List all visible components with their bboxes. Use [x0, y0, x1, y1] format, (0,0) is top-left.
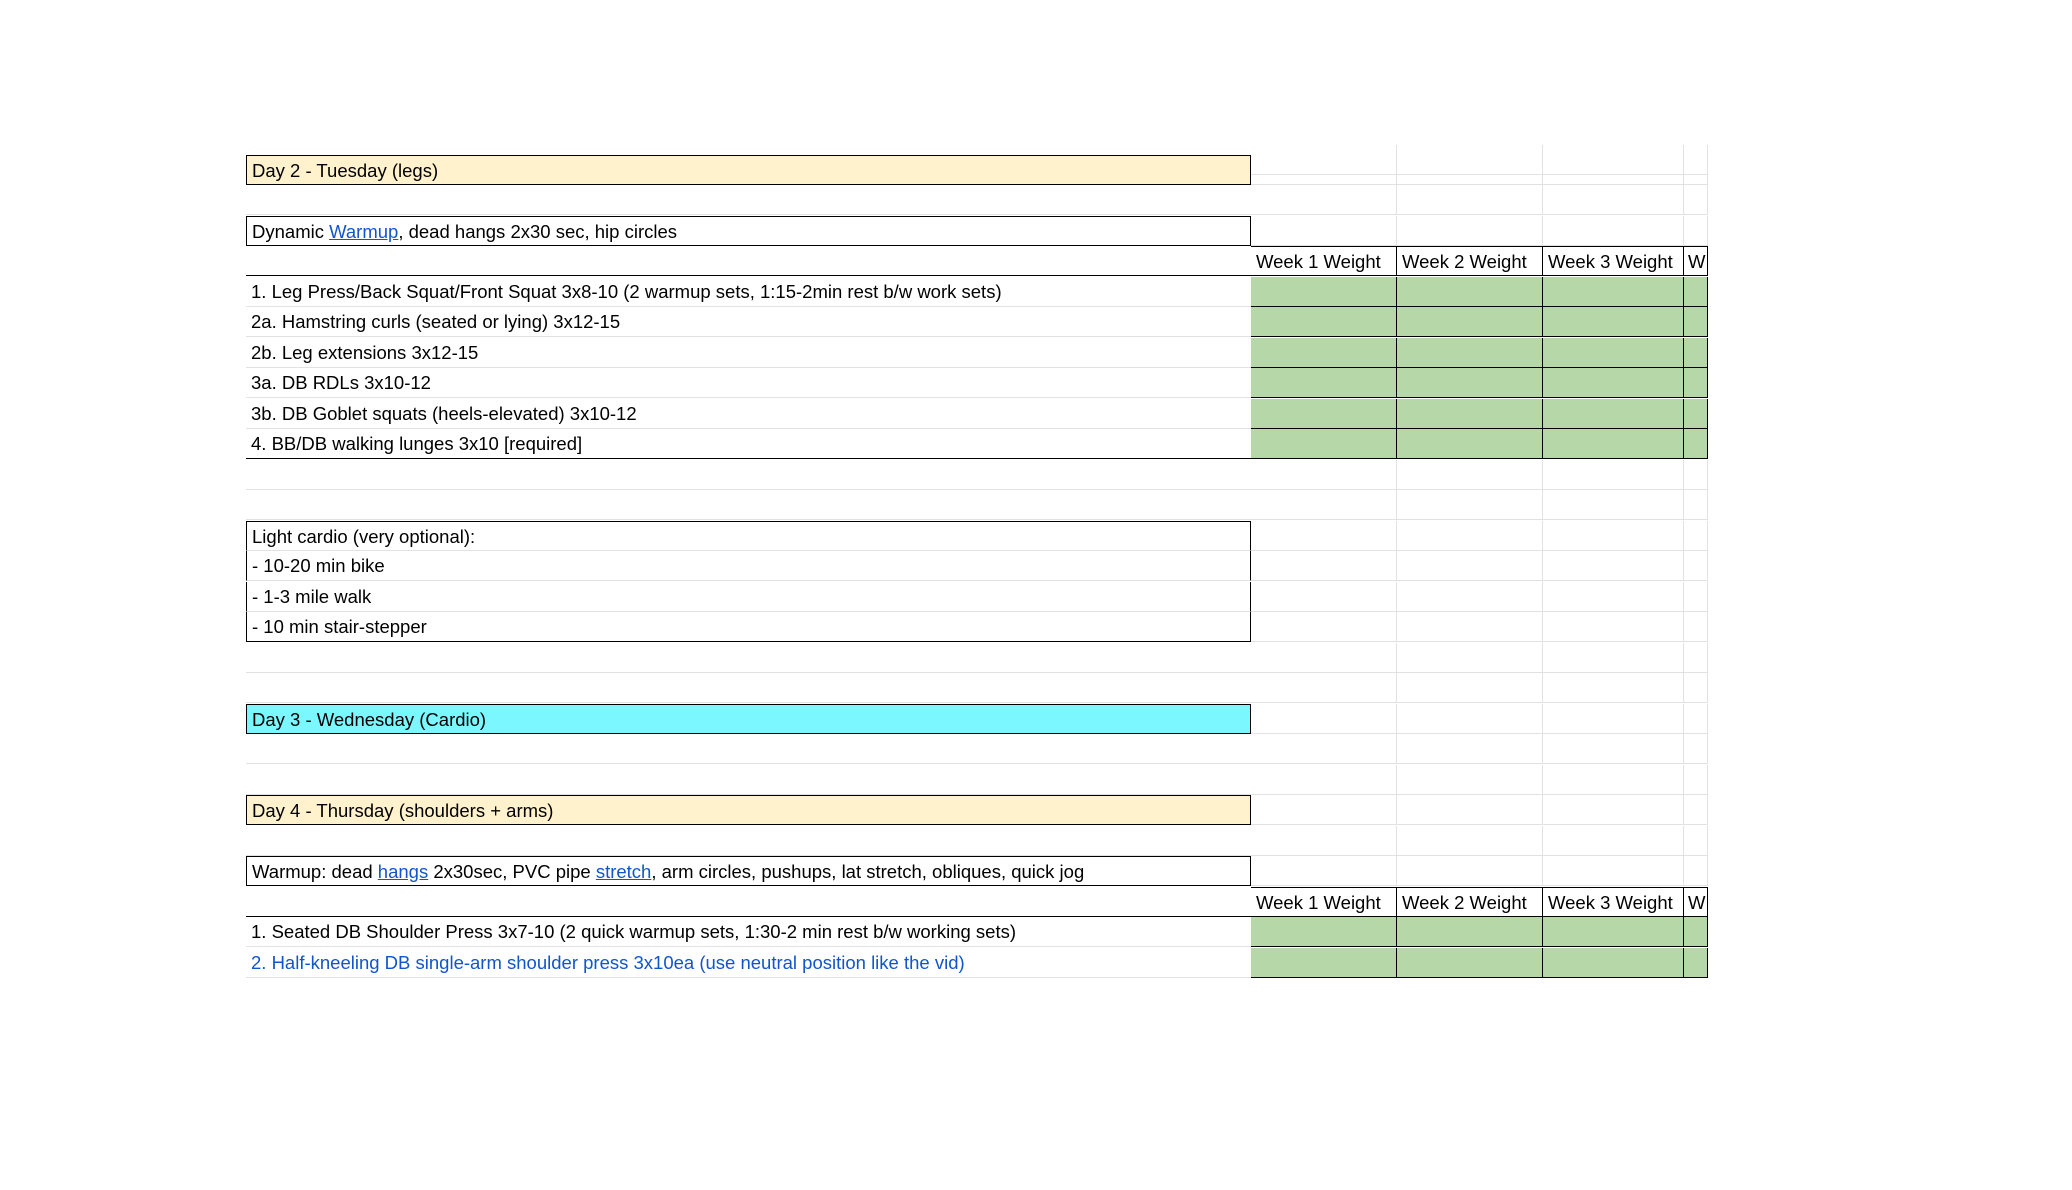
exercise-row — [246, 277, 1708, 307]
week2-header[interactable]: Week 2 Weight — [1397, 887, 1543, 917]
cell[interactable] — [246, 887, 1251, 917]
sheet-row — [246, 765, 1708, 795]
cell[interactable] — [1543, 582, 1684, 612]
weight-cell[interactable] — [1684, 338, 1708, 368]
cardio-row — [246, 551, 1708, 581]
cell[interactable] — [1251, 673, 1397, 703]
cell[interactable] — [1684, 643, 1708, 673]
cell[interactable] — [1251, 826, 1397, 856]
cell[interactable] — [1397, 826, 1543, 856]
weight-cell[interactable] — [1543, 307, 1684, 337]
cell[interactable] — [1543, 612, 1684, 642]
cardio-row — [246, 582, 1708, 612]
cell[interactable] — [1397, 643, 1543, 673]
weight-cell[interactable] — [1684, 429, 1708, 459]
cell[interactable] — [1684, 856, 1708, 886]
cardio-title-cell[interactable]: Light cardio (very optional): — [246, 521, 1251, 551]
weight-cell[interactable] — [1397, 277, 1543, 307]
cell[interactable] — [1684, 795, 1708, 825]
cell[interactable] — [1684, 216, 1708, 246]
cell[interactable] — [1251, 765, 1397, 795]
cell[interactable] — [1251, 795, 1397, 825]
sheet-row — [246, 643, 1708, 673]
cell[interactable] — [1543, 734, 1684, 764]
weight-cell[interactable] — [1251, 368, 1397, 398]
cell[interactable] — [1684, 521, 1708, 551]
exercise-cell[interactable]: 1. Leg Press/Back Squat/Front Squat 3x8-10 (2 warmup sets, 1:15-2min rest b/w work sets) — [246, 277, 1251, 307]
cell[interactable] — [1251, 612, 1397, 642]
spreadsheet-grid — [246, 145, 1708, 973]
exercise-cell[interactable]: 2b. Leg extensions 3x12-15 — [246, 338, 1251, 368]
cell[interactable] — [1397, 704, 1543, 734]
sheet-row — [246, 826, 1708, 856]
weight-cell[interactable] — [1251, 429, 1397, 459]
cell[interactable] — [1251, 734, 1397, 764]
weight-cell[interactable] — [1251, 307, 1397, 337]
weight-cell[interactable] — [1397, 368, 1543, 398]
sheet-row — [246, 734, 1708, 764]
weight-cell[interactable] — [1397, 399, 1543, 429]
cell[interactable] — [1397, 582, 1543, 612]
cell[interactable] — [1251, 521, 1397, 551]
weight-cell[interactable] — [1684, 277, 1708, 307]
exercise-row — [246, 307, 1708, 337]
warmup-middle: 2x30sec, PVC pipe — [428, 861, 596, 882]
weight-cell[interactable] — [1543, 429, 1684, 459]
cell[interactable] — [246, 246, 1251, 276]
cell[interactable] — [1397, 673, 1543, 703]
cell[interactable] — [1397, 216, 1543, 246]
cell[interactable] — [1251, 551, 1397, 581]
sheet-row — [246, 673, 1708, 703]
exercise-cell[interactable]: 1. Seated DB Shoulder Press 3x7-10 (2 quick warmup sets, 1:30-2 min rest b/w working sets) — [246, 917, 1251, 947]
weight-cell[interactable] — [1684, 948, 1708, 978]
cell[interactable] — [1543, 521, 1684, 551]
cardio-option-cell[interactable]: - 1-3 mile walk — [246, 582, 1251, 612]
exercise-row — [246, 338, 1708, 368]
cell[interactable] — [246, 826, 1251, 856]
cell[interactable] — [1397, 185, 1543, 215]
cell[interactable] — [1684, 185, 1708, 215]
cell[interactable] — [1684, 155, 1708, 185]
week1-header[interactable]: Week 1 Weight — [1251, 246, 1397, 276]
weight-cell[interactable] — [1684, 399, 1708, 429]
cell[interactable] — [246, 765, 1251, 795]
day2-warmup-cell[interactable] — [246, 216, 1251, 246]
weight-cell[interactable] — [1251, 399, 1397, 429]
cell[interactable] — [1397, 856, 1543, 886]
weight-cell[interactable] — [1543, 338, 1684, 368]
cell[interactable] — [1684, 612, 1708, 642]
cell[interactable] — [1543, 216, 1684, 246]
cell[interactable] — [1251, 460, 1397, 490]
cell[interactable] — [1397, 734, 1543, 764]
cell[interactable] — [1684, 734, 1708, 764]
cell[interactable] — [1251, 216, 1397, 246]
cell[interactable] — [1251, 582, 1397, 612]
exercise-row — [246, 399, 1708, 429]
cell[interactable] — [1397, 795, 1543, 825]
sheet-row — [246, 704, 1708, 734]
week3-header[interactable]: Week 3 Weight — [1543, 246, 1684, 276]
weight-cell[interactable] — [1543, 948, 1684, 978]
cell[interactable] — [1397, 490, 1543, 520]
cell[interactable] — [246, 643, 1251, 673]
cardio-row — [246, 612, 1708, 642]
cell[interactable] — [1684, 551, 1708, 581]
week2-header[interactable]: Week 2 Weight — [1397, 246, 1543, 276]
cell[interactable] — [1543, 643, 1684, 673]
exercise-row — [246, 368, 1708, 398]
exercise-row — [246, 917, 1708, 947]
cardio-option-cell[interactable]: - 10 min stair-stepper — [246, 612, 1251, 642]
exercise-cell[interactable]: 4. BB/DB walking lunges 3x10 [required] — [246, 429, 1251, 459]
stretch-link[interactable]: stretch — [595, 861, 652, 882]
week-header-row — [246, 887, 1708, 917]
day4-title-cell[interactable]: Day 4 - Thursday (shoulders + arms) — [246, 795, 1251, 825]
week3-header[interactable]: Week 3 Weight — [1543, 887, 1684, 917]
weight-cell[interactable] — [1397, 338, 1543, 368]
cell[interactable] — [1543, 673, 1684, 703]
cell[interactable] — [246, 673, 1251, 703]
cell[interactable] — [1684, 460, 1708, 490]
cell[interactable] — [1543, 551, 1684, 581]
day4-warmup-cell[interactable] — [246, 856, 1251, 886]
cell[interactable] — [1397, 155, 1543, 185]
sheet-row — [246, 795, 1708, 825]
cell[interactable] — [1251, 643, 1397, 673]
week4-header[interactable]: W — [1684, 246, 1708, 276]
cardio-option-cell[interactable]: - 10-20 min bike — [246, 551, 1251, 581]
cell[interactable] — [1397, 612, 1543, 642]
cell[interactable] — [1397, 765, 1543, 795]
cell[interactable] — [1543, 826, 1684, 856]
sheet-row — [246, 490, 1708, 520]
weight-cell[interactable] — [1251, 917, 1397, 947]
exercise-cell[interactable]: 2a. Hamstring curls (seated or lying) 3x12-15 — [246, 307, 1251, 337]
warmup-suffix: , dead hangs 2x30 sec, hip circles — [398, 221, 678, 242]
cell[interactable] — [1543, 765, 1684, 795]
cardio-row — [246, 521, 1708, 551]
cell[interactable] — [1684, 826, 1708, 856]
exercise-link-cell[interactable]: 2. Half-kneeling DB single-arm shoulder press 3x10ea (use neutral position like the vid) — [246, 948, 1251, 978]
week-header-row — [246, 246, 1708, 276]
exercise-cell[interactable]: 3a. DB RDLs 3x10-12 — [246, 368, 1251, 398]
sheet-row — [246, 460, 1708, 490]
weight-cell[interactable] — [1251, 948, 1397, 978]
warmup-prefix: Dynamic — [252, 221, 330, 242]
day3-title-cell[interactable]: Day 3 - Wednesday (Cardio) — [246, 704, 1251, 734]
weight-cell[interactable] — [1397, 307, 1543, 337]
weight-cell[interactable] — [1543, 399, 1684, 429]
weight-cell[interactable] — [1543, 368, 1684, 398]
cell[interactable] — [1251, 856, 1397, 886]
cell[interactable] — [1543, 185, 1684, 215]
cell[interactable] — [1251, 490, 1397, 520]
cell[interactable] — [1684, 490, 1708, 520]
weight-cell[interactable] — [1397, 429, 1543, 459]
cell[interactable] — [246, 734, 1251, 764]
cell[interactable] — [1684, 704, 1708, 734]
weight-cell[interactable] — [1251, 277, 1397, 307]
cell[interactable] — [1543, 460, 1684, 490]
cell[interactable] — [1251, 704, 1397, 734]
exercise-row — [246, 948, 1708, 978]
weight-cell[interactable] — [1397, 948, 1543, 978]
weight-cell[interactable] — [1684, 307, 1708, 337]
week4-header[interactable]: W — [1684, 887, 1708, 917]
cell[interactable] — [246, 490, 1251, 520]
weight-cell[interactable] — [1543, 277, 1684, 307]
day2-title-cell[interactable]: Day 2 - Tuesday (legs) — [246, 155, 1251, 185]
cell[interactable] — [1543, 155, 1684, 185]
cell[interactable] — [1684, 582, 1708, 612]
weight-cell[interactable] — [1397, 917, 1543, 947]
hangs-link[interactable]: hangs — [377, 861, 429, 882]
exercise-row — [246, 429, 1708, 459]
cell[interactable] — [1397, 551, 1543, 581]
cell[interactable] — [1543, 490, 1684, 520]
sheet-row — [246, 216, 1708, 246]
cell[interactable] — [1543, 795, 1684, 825]
cell[interactable] — [1684, 765, 1708, 795]
cell[interactable] — [1397, 460, 1543, 490]
cell[interactable] — [1251, 155, 1397, 185]
weight-cell[interactable] — [1684, 917, 1708, 947]
cell[interactable] — [1397, 521, 1543, 551]
weight-cell[interactable] — [1684, 368, 1708, 398]
cell[interactable] — [246, 460, 1251, 490]
warmup-link[interactable]: Warmup — [329, 221, 399, 242]
cell[interactable] — [1543, 856, 1684, 886]
sheet-row — [246, 856, 1708, 886]
cell[interactable] — [1543, 704, 1684, 734]
warmup-prefix: Warmup: dead — [252, 861, 378, 882]
exercise-cell[interactable]: 3b. DB Goblet squats (heels-elevated) 3x10-12 — [246, 399, 1251, 429]
sheet-row — [246, 185, 1708, 215]
weight-cell[interactable] — [1543, 917, 1684, 947]
cell[interactable] — [246, 185, 1251, 215]
weight-cell[interactable] — [1251, 338, 1397, 368]
sheet-row — [246, 155, 1708, 185]
week1-header[interactable]: Week 1 Weight — [1251, 887, 1397, 917]
cell[interactable] — [1684, 673, 1708, 703]
warmup-suffix: , arm circles, pushups, lat stretch, obliques, quick jog — [651, 861, 1085, 882]
cell[interactable] — [1251, 185, 1397, 215]
